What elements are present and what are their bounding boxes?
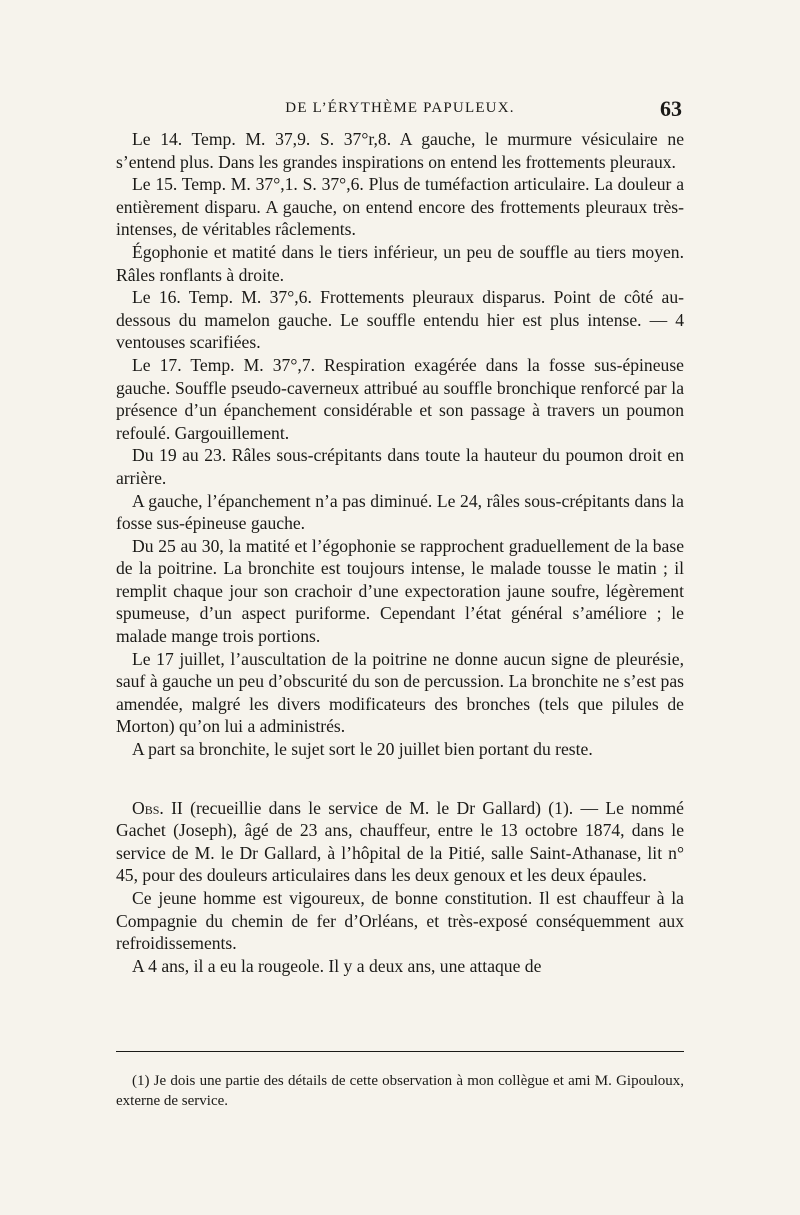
body-text [116,128,684,977]
paragraph: Égophonie et matité dans le tiers inférieur, un peu de souffle au tiers moyen. Râles ronflants à droite. [116,241,684,285]
paragraph: A 4 ans, il a eu la rougeole. Il y a deux ans, une attaque de [132,955,542,976]
page-number: 63 [660,96,682,121]
footnote-text: (1) Je dois une partie des détails de cette observation à mon collègue et ami M. Gipouloux, externe de service. [116,1073,684,1109]
page-header [116,96,684,126]
observation-label: Obs. II [132,797,183,818]
footnote [116,1071,684,1111]
section-gap [116,761,684,797]
observation-text: (recueillie dans le service de M. le Dr Gallard) (1). — Le nommé Gachet (Joseph), âgé de 23 ans, chauffeur, entre le 13 octobre 1874, dans le service de M. le Dr Gallard, à l’hôpital de la Pitié, salle Saint-Athanase, lit n° 45, pour des douleurs articulaires dans les deux genoux et les deux épaules. [116,797,684,886]
paragraph: Le 17 juillet, l’auscultation de la poitrine ne donne aucun signe de pleurésie, sauf à gauche un peu d’obscurité du son de percussion. La bronchite ne s’est pas amendée, malgré les divers modificateurs des bronches (tels que pilules de Morton) qu’on lui a administrés. [116,648,684,737]
observation-paragraph [116,797,684,887]
paragraph: Ce jeune homme est vigoureux, de bonne constitution. Il est chauffeur à la Compagnie du chemin de fer d’Orléans, et très-exposé conséquemment aux refroidissements. [116,888,684,954]
paragraph: Le 16. Temp. M. 37°,6. Frottements pleuraux disparus. Point de côté au-dessous du mamelon gauche. Le souffle entendu hier est plus intense. — 4 ventouses scarifiées. [116,287,684,353]
paragraph: Le 17. Temp. M. 37°,7. Respiration exagérée dans la fosse sus-épineuse gauche. Souffle pseudo-caverneux attribué au souffle bronchique renforcé par la présence d’un épanchement considérable et son passage à travers un poumon refoulé. Gargouillement. [116,354,684,443]
paragraph: A gauche, l’épanchement n’a pas diminué. Le 24, râles sous-crépitants dans la fosse sus-épineuse gauche. [116,490,684,534]
paragraph: Le 15. Temp. M. 37°,1. S. 37°,6. Plus de tuméfaction articulaire. La douleur a entièrement disparu. A gauche, on entend encore des frottements pleuraux très-intenses, de véritables râclements. [116,174,684,240]
paragraph: Du 25 au 30, la matité et l’égophonie se rapprochent graduellement de la base de la poitrine. La bronchite est toujours intense, le malade tousse le matin ; il remplit chaque jour son crachoir d’une expectoration jaune soufre, légèrement spumeuse, d’un aspect puriforme. Cependant l’état général s’améliore ; le malade mange trois portions. [116,535,684,647]
footnote-rule [116,1051,684,1052]
paragraph: Le 14. Temp. M. 37,9. S. 37°r,8. A gauche, le murmure vésiculaire ne s’entend plus. Dans les grandes inspirations on entend les frottements pleuraux. [116,129,684,172]
paragraph: Du 19 au 23. Râles sous-crépitants dans toute la hauteur du poumon droit en arrière. [116,445,684,488]
running-head: DE L’ÉRYTHÈME PAPULEUX. [285,100,515,116]
paragraph: A part sa bronchite, le sujet sort le 20 juillet bien portant du reste. [132,739,593,760]
